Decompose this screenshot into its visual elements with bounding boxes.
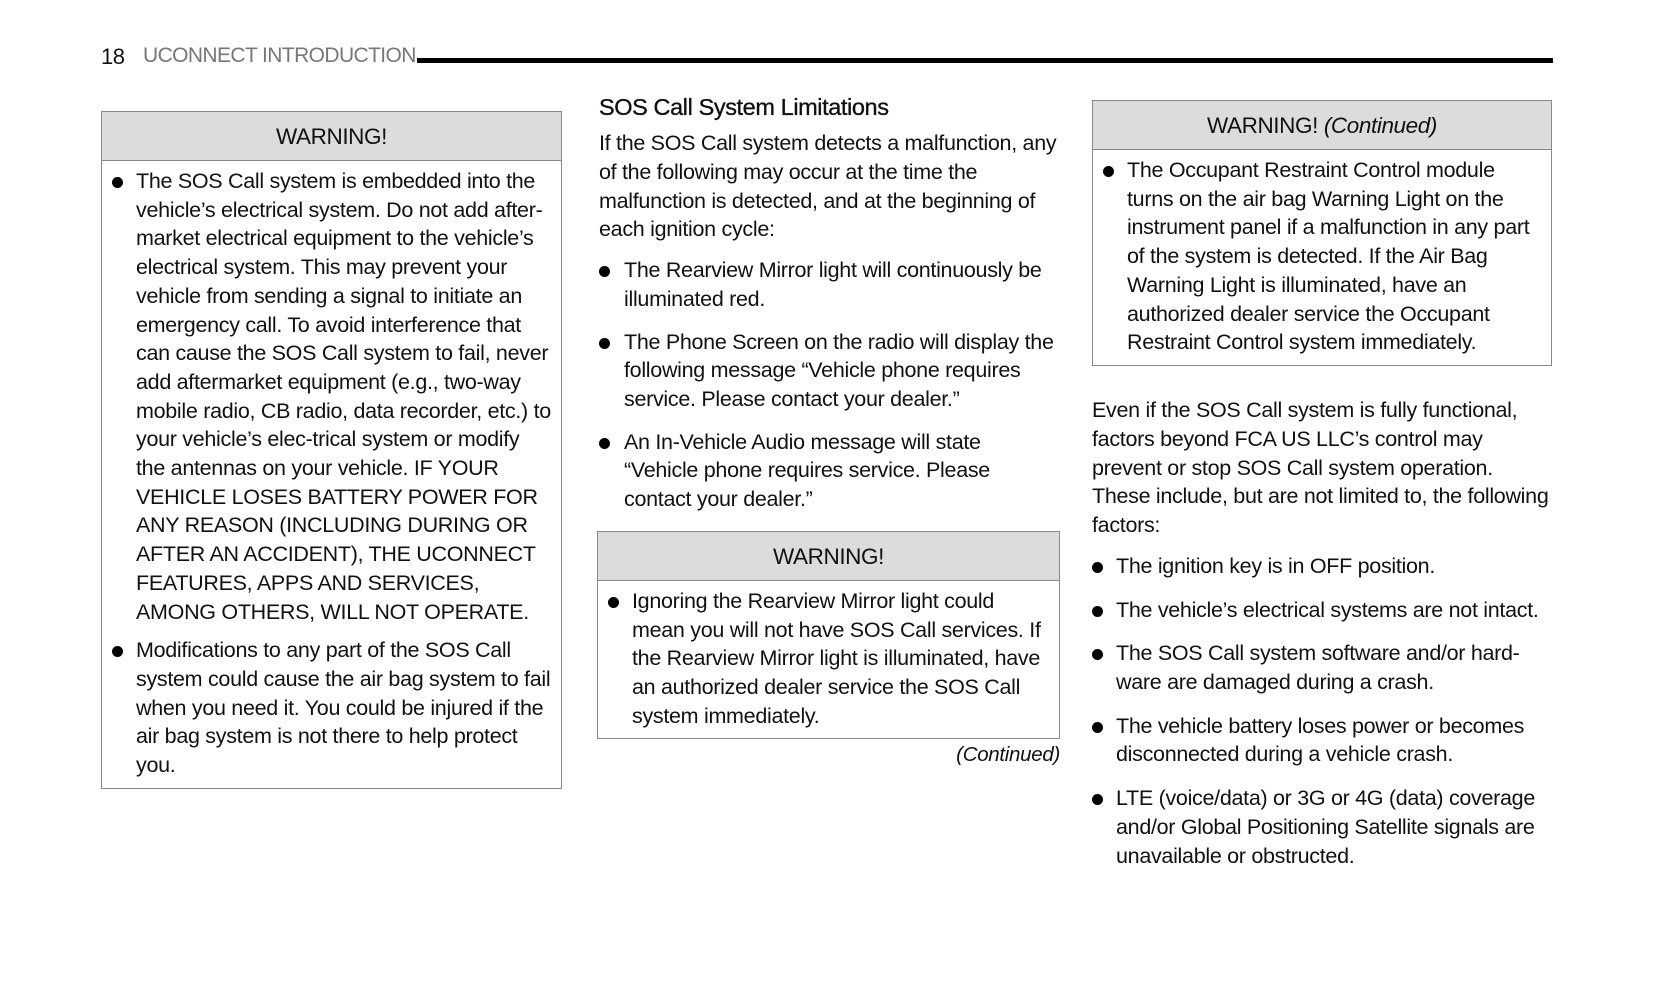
list-item-text: The Phone Screen on the radio will display the following message “Vehicle phone requires service. Please contact your dealer.” (624, 329, 1054, 411)
list-item-text: The Occupant Restraint Control module turns on the air bag Warning Light on the instrument panel if a malfunction in any part of the system is detected. If the Air Bag Warning Light is illuminated, have an authorized dealer service the Occupant Restraint Control system immediately. (1127, 158, 1530, 355)
bullet-icon (1092, 794, 1103, 805)
list-item (1092, 784, 1552, 870)
list-item (1092, 596, 1552, 625)
list-item-text: The SOS Call system is embedded into the vehicle’s electrical system. Do not add after-market electrical equipment to the vehicle’s electrical system. This may prevent your vehicle from sending a signal to initiate an emergency call. To avoid interference that can cause the SOS Call system to fail, never add aftermarket equipment (e.g., two-way mobile radio, CB radio, data recorder, etc.) to your vehicle’s elec-trical system or modify the antennas on your vehicle. IF YOUR VEHICLE LOSES BATTERY POWER FOR ANY REASON (INCLUDING DURING OR AFTER AN ACCIDENT), THE UCONNECT FEATURES, APPS AND SERVICES, AMONG OTHERS, WILL NOT OPERATE. (136, 169, 551, 624)
right-column (1092, 100, 1552, 870)
list-item (1092, 639, 1552, 696)
list-item (1103, 156, 1541, 357)
warning-box (597, 531, 1060, 740)
bullet-icon (599, 438, 610, 449)
left-column (101, 111, 562, 789)
bullet-icon (1103, 166, 1114, 177)
bullet-icon (112, 177, 123, 188)
warning-box (1092, 100, 1552, 366)
warning-title: WARNING! (1207, 113, 1318, 138)
list-item-text: LTE (voice/data) or 3G or 4G (data) coverage and/or Global Positioning Satellite signals are unavailable or obstructed. (1116, 786, 1535, 868)
list-item-text: The vehicle’s electrical systems are not intact. (1116, 597, 1539, 622)
page-number: 18 (101, 44, 125, 69)
list-item (599, 256, 1060, 313)
warning-header (102, 112, 561, 161)
page-header (101, 44, 1553, 72)
bullet-icon (608, 597, 619, 608)
list-item (599, 328, 1060, 414)
list-item (1092, 712, 1552, 769)
bullet-icon (1092, 722, 1103, 733)
bullet-icon (1092, 562, 1103, 573)
list-item-text: The Rearview Mirror light will continuously be illuminated red. (624, 258, 1042, 311)
list-item (608, 587, 1049, 731)
warning-title: WARNING! (276, 124, 387, 149)
list-item-text: Ignoring the Rearview Mirror light could mean you will not have SOS Call services. If the Rearview Mirror light is illuminated, have an authorized dealer service the SOS Call system immediately. (632, 588, 1041, 728)
intro-paragraph: If the SOS Call system detects a malfunction, any of the following may occur at the time the malfunction is detected, and at the beginning of each ignition cycle: (599, 131, 1057, 242)
intro-paragraph: Even if the SOS Call system is fully functional, factors beyond FCA US LLC’s control may prevent or stop SOS Call system operation. These include, but are not limited to, the following factors: (1092, 397, 1549, 538)
bullet-icon (112, 646, 123, 657)
list-item-text: Modifications to any part of the SOS Call system could cause the air bag system to fail when you need it. You could be injured if the air bag system is not there to help protect you. (136, 638, 551, 778)
warning-header (1093, 101, 1551, 150)
warning-header (598, 532, 1059, 581)
bullet-icon (599, 338, 610, 349)
header-rule (417, 58, 1553, 63)
continued-label: (Continued) (956, 743, 1060, 767)
list-item-text: The ignition key is in OFF position. (1116, 553, 1436, 578)
list-item-text: An In-Vehicle Audio message will state “Vehicle phone requires service. Please contact your dealer.” (624, 429, 990, 512)
list-item-text: The vehicle battery loses power or becomes disconnected during a vehicle crash. (1116, 713, 1525, 767)
list-item-text: The SOS Call system software and/or hard-ware are damaged during a crash. (1116, 641, 1520, 695)
bullet-icon (599, 266, 610, 277)
middle-column (597, 94, 1060, 767)
bullet-icon (1092, 606, 1103, 617)
section-heading: SOS Call System Limitations (599, 94, 889, 120)
list-item (1092, 552, 1552, 581)
section-title: UCONNECT INTRODUCTION (143, 44, 416, 67)
bullet-icon (1092, 649, 1103, 660)
list-item (112, 636, 551, 780)
warning-box (101, 111, 562, 789)
warning-continued: (Continued) (1323, 113, 1437, 138)
warning-title: WARNING! (773, 543, 884, 569)
list-item (599, 428, 1060, 514)
list-item (112, 167, 551, 626)
